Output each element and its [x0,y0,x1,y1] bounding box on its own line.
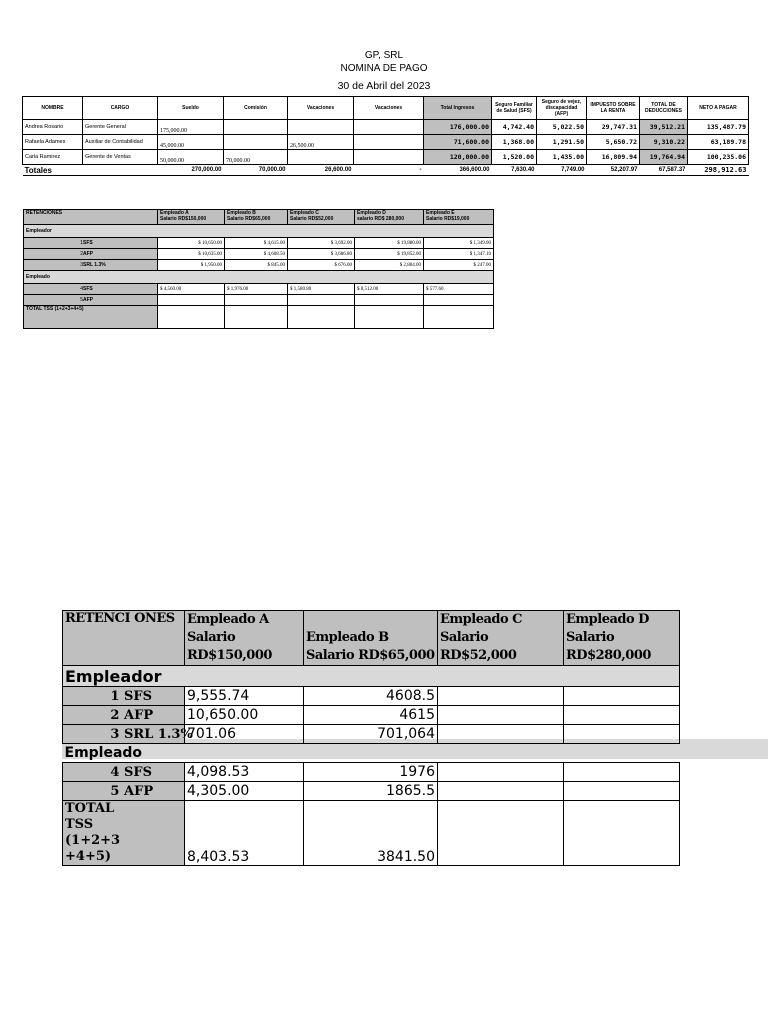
retenciones-title: RETENCI ONES [63,611,185,666]
table-row [63,725,680,744]
retenciones-title: RETENCIONES [24,210,158,225]
cell-sfs: 1,368.00 [492,135,537,150]
cell-deductions: 39,512.21 [640,120,688,135]
cell-afp: 5,022.50 [537,120,587,135]
cell [355,295,424,306]
cell-b: 1976 [304,763,438,782]
cell: $ 1,347.10 [424,249,494,260]
total-label: TOTAL TSS (1+2+3 +4+5) [63,801,185,866]
cell-commission: 70,000.00 [224,150,288,165]
cell-total-income: 71,600.00 [424,135,492,150]
total-cell: - [354,165,424,176]
table-row [24,284,494,295]
totals-label: Totales [23,165,83,176]
table-row [24,295,494,306]
cell-net: 135,487.79 [688,120,749,135]
section-employee: Empleado [24,271,494,284]
cell: $ 577.60 [424,284,494,295]
cell-sfs: 1,520.00 [492,150,537,165]
cell-sfs: 4,742.40 [492,120,537,135]
payroll-table [22,96,749,176]
cell: $ 1,950.00 [158,260,225,271]
total-cell: 270,000.00 [158,165,224,176]
total-cell: 52,207.97 [587,165,640,176]
total-cell: 366,600.00 [424,165,492,176]
total-cell: 26,600.00 [288,165,354,176]
cell-a: 9,555.74 [185,687,304,706]
total-cell: 70,000.00 [224,165,288,176]
table-row [24,238,494,249]
cell-commission [224,120,288,135]
cell: $ 19,852.00 [355,249,424,260]
cell-salary: 45,000.00 [158,135,224,150]
cell-b: 1865.5 [304,782,438,801]
cell-deductions: 19,764.94 [640,150,688,165]
total-b: 3841.50 [304,801,438,866]
cell: $ 1,580.80 [288,284,355,295]
total-cell: 67,587.37 [640,165,688,176]
document-title: NOMINA DE PAGO [340,63,428,74]
table-row [63,706,680,725]
cell-vacation-2 [354,135,424,150]
row-label: 1SFS [24,238,158,249]
cell: $ 1,976.00 [225,284,288,295]
table-row [24,260,494,271]
cell: $ 10,635.00 [158,249,225,260]
table-row [24,249,494,260]
col-header: Comisión [224,97,288,120]
employee-header: Empleado D Salario RD$280,000 [564,611,680,666]
totals-row [23,165,749,176]
cell-net: 100,235.06 [688,150,749,165]
table-row [23,135,749,150]
total-cell [83,165,158,176]
col-header: Seguro Familiar de Salud (SFS) [492,97,537,120]
section-employee: Empleado [63,744,680,763]
row-label: 5 AFP [63,782,185,801]
table-row [23,150,749,165]
cell: $ 10,650.00 [158,238,225,249]
cell-afp: 1,291.50 [537,135,587,150]
cell: $ 4,560.00 [158,284,225,295]
cell: $ 4,608.50 [225,249,288,260]
retenciones-table-small [23,209,494,329]
cell: $ 19,880.00 [355,238,424,249]
cell-position: Gerente de Ventas [83,150,158,165]
cell-salary: 175,000.00 [158,120,224,135]
row-label: 1 SFS [63,687,185,706]
document-date: 30 de Abril del 2023 [337,80,431,92]
total-cell: 7,630.40 [492,165,537,176]
cell: $ 3,686.80 [288,249,355,260]
cell-isr: 16,809.94 [587,150,640,165]
cell: $ 8,512.00 [355,284,424,295]
cell: $ 247.00 [424,260,494,271]
payroll-header-row [23,97,749,120]
col-header: Sueldo [158,97,224,120]
cell-name: Rafaela Adames [23,135,83,150]
row-label: 3SRL 1.3% [24,260,158,271]
cell-name: Carla Ramirez [23,150,83,165]
employee-header: Empleado B Salario RD$65,000 [225,210,288,225]
cell-commission [224,135,288,150]
total-label: TOTAL TSS (1+2+3+4+5) [24,306,158,329]
cell-a: 10,650.00 [185,706,304,725]
total-row [63,801,680,866]
table-row [63,763,680,782]
total-cell: 298,912.63 [688,165,749,176]
total-a: 8,403.53 [185,801,304,866]
table-row [23,120,749,135]
cell-position: Gerente General [83,120,158,135]
total-row [24,306,494,329]
col-header: CARGO [83,97,158,120]
cell-isr: 29,747.31 [587,120,640,135]
col-header: Vacaciones [288,97,354,120]
row-label: 2 AFP [63,706,185,725]
employee-header: Empleado E Salario RD$19,000 [424,210,494,225]
cell [288,295,355,306]
section-employer: Empleador [24,225,494,238]
cell-vacation [288,120,354,135]
cell [225,295,288,306]
cell-vacation: 26,500.00 [288,135,354,150]
employee-header: Empleado D salario RD$ 280,000 [355,210,424,225]
cell-a: 4,098.53 [185,763,304,782]
cell-net: 63,189.78 [688,135,749,150]
employee-header: Empleado C Salario RD$52,000 [288,210,355,225]
employee-header: Empleado B Salario RD$65,000 [304,611,438,666]
retenciones-table-large [62,610,680,866]
cell [424,295,494,306]
col-header: Total Ingresos [424,97,492,120]
cell: $ 676.00 [288,260,355,271]
employee-header: Empleado A Salario RD$150,000 [185,611,304,666]
cell [158,295,225,306]
row-label: 4 SFS [63,763,185,782]
total-cell: 7,749.00 [537,165,587,176]
row-label: 4SFS [24,284,158,295]
cell: $ 2,884.00 [355,260,424,271]
row-label: 5AFP [24,295,158,306]
cell-b: 4608.5 [304,687,438,706]
employee-header: Empleado A Salario RD$150,000 [158,210,225,225]
cell: $ 1,349.00 [424,238,494,249]
col-header: TOTAL DE DEDUCCIONES [640,97,688,120]
cell-position: Auxiliar de Contabilidad [83,135,158,150]
cell: $ 4,615.00 [225,238,288,249]
col-header: IMPUESTO SOBRE LA RENTA [587,97,640,120]
cell-b: 701,064 [304,725,438,744]
section-employer: Empleador [63,666,680,687]
table-row [63,782,680,801]
cell-total-income: 120,000.00 [424,150,492,165]
cell-deductions: 9,310.22 [640,135,688,150]
cell-a: 4,305.00 [185,782,304,801]
col-header: Seguro de vejez, discapacidad (AFP) [537,97,587,120]
col-header: Vacaciones [354,97,424,120]
cell-total-income: 176,000.00 [424,120,492,135]
employee-header: Empleado C Salario RD$52,000 [438,611,564,666]
col-header: NOMBRE [23,97,83,120]
cell-b: 4615 [304,706,438,725]
cell-vacation-2 [354,150,424,165]
cell: $ 845.00 [225,260,288,271]
cell-afp: 1,435.00 [537,150,587,165]
cell-vacation-2 [354,120,424,135]
col-header: NETO A PAGAR [688,97,749,120]
cell-salary: 50,000.00 [158,150,224,165]
company-name: GP, SRL [364,50,404,61]
row-label: 2AFP [24,249,158,260]
row-label: 3 SRL 1.3% [63,725,185,744]
cell-vacation [288,150,354,165]
cell-name: Andrea Rosario [23,120,83,135]
table-row [63,687,680,706]
cell: $ 3,692.00 [288,238,355,249]
cell-isr: 5,650.72 [587,135,640,150]
cell-a: 701.06 [185,725,304,744]
